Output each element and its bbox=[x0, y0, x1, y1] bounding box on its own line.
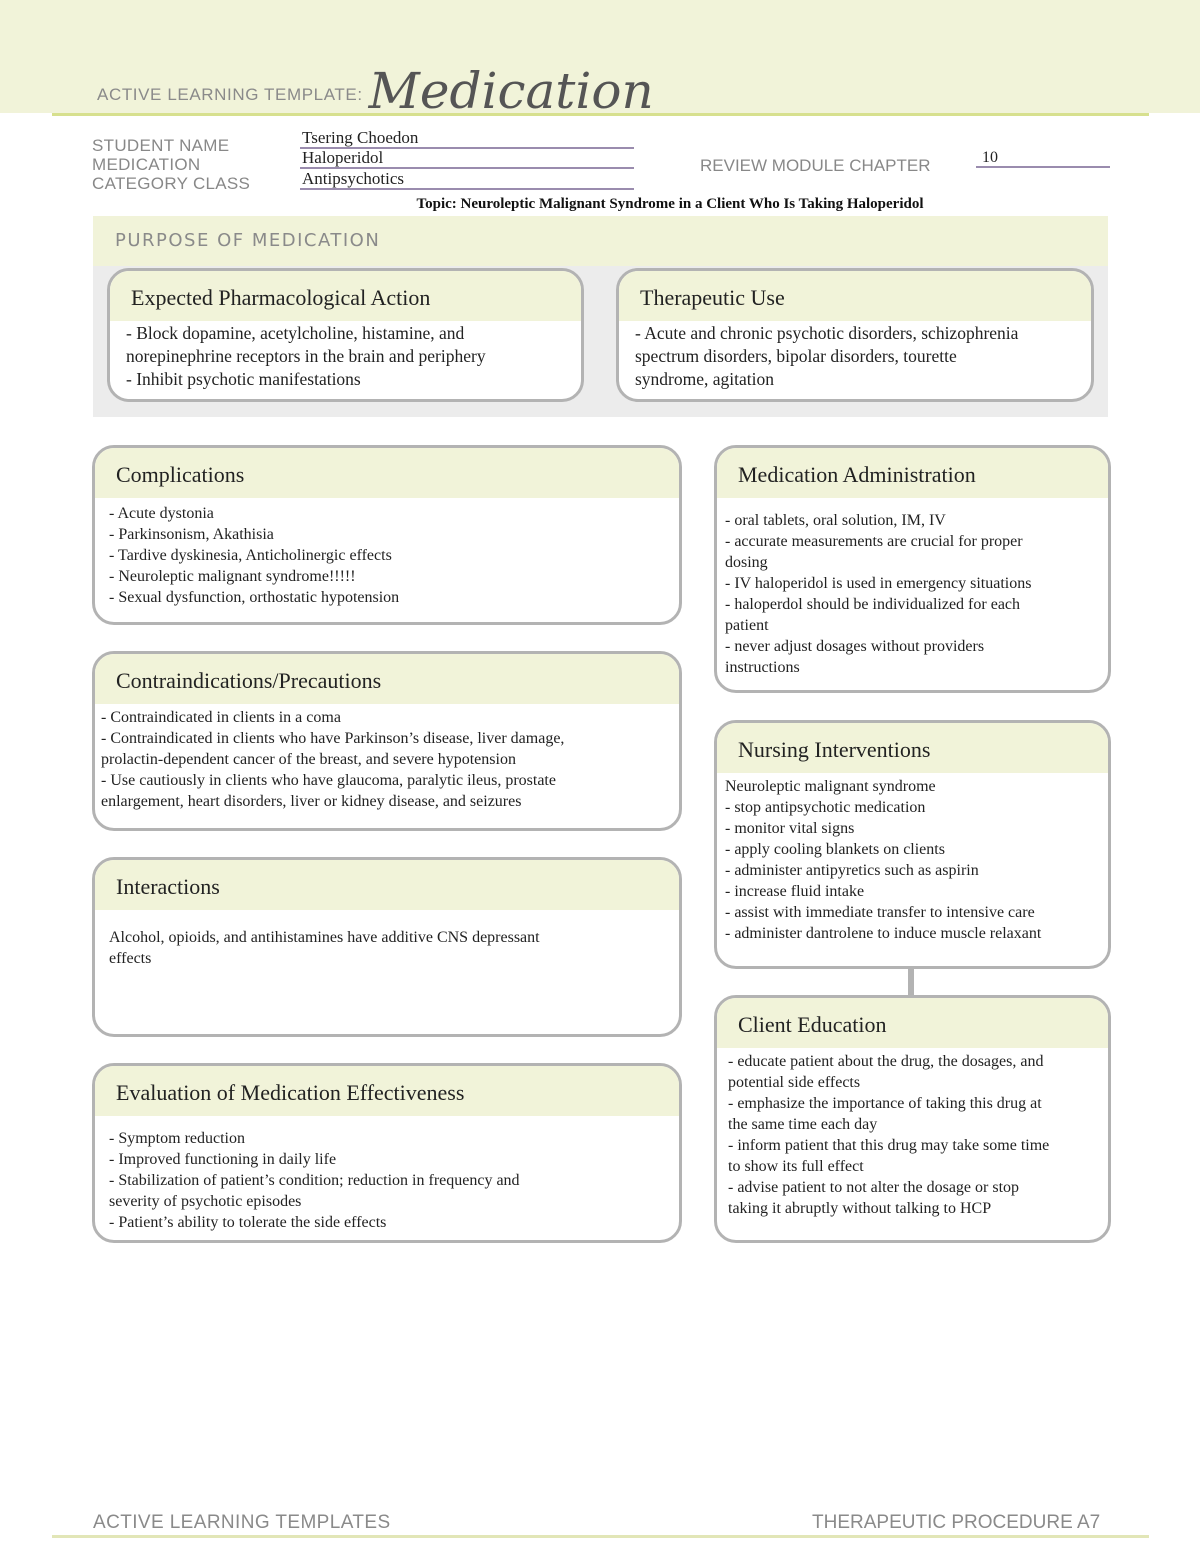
complications-box bbox=[92, 445, 682, 625]
complications-title: Complications bbox=[116, 462, 245, 487]
contraindications-header bbox=[95, 654, 679, 704]
text-line: - Acute and chronic psychotic disorders, schizophrenia bbox=[635, 323, 1019, 343]
client-education-title: Client Education bbox=[738, 1012, 887, 1037]
text-line: - Stabilization of patient’s condition; reduction in frequency and bbox=[109, 1172, 520, 1189]
text-line: - inform patient that this drug may take some time bbox=[728, 1137, 1050, 1154]
nursing-interventions-header bbox=[717, 723, 1108, 773]
text-line: - accurate measurements are crucial for proper bbox=[725, 533, 1023, 550]
text-line: - advise patient to not alter the dosage or stop bbox=[728, 1179, 1020, 1196]
complications-header bbox=[95, 448, 679, 498]
text-line: - Acute dystonia bbox=[109, 505, 214, 522]
therapeutic-use-box bbox=[616, 268, 1094, 402]
nursing-interventions-text[interactable] bbox=[717, 773, 1108, 944]
text-line: - emphasize the importance of taking this drug at bbox=[728, 1095, 1042, 1112]
therapeutic-use-header bbox=[619, 271, 1091, 321]
therapeutic-use-title: Therapeutic Use bbox=[640, 285, 785, 310]
complications-text[interactable] bbox=[95, 498, 679, 608]
box-connector bbox=[908, 966, 914, 995]
evaluation-text[interactable] bbox=[95, 1116, 679, 1233]
text-line: spectrum disorders, bipolar disorders, tourette bbox=[635, 346, 957, 366]
text-line: - assist with immediate transfer to intensive care bbox=[725, 904, 1035, 921]
text-line: Alcohol, opioids, and antihistamines have additive CNS depressant bbox=[109, 929, 540, 946]
text-line: - administer dantrolene to induce muscle relaxant bbox=[725, 925, 1042, 942]
evaluation-title: Evaluation of Medication Effectiveness bbox=[116, 1080, 465, 1105]
text-line: - Contraindicated in clients in a coma bbox=[101, 709, 341, 726]
expected-action-title: Expected Pharmacological Action bbox=[131, 285, 431, 310]
client-education-box bbox=[714, 995, 1111, 1243]
administration-header bbox=[717, 448, 1108, 498]
text-line: - increase fluid intake bbox=[725, 883, 865, 900]
text-line: enlargement, heart disorders, liver or kidney disease, and seizures bbox=[101, 793, 522, 810]
text-line: dosing bbox=[725, 554, 768, 571]
interactions-box bbox=[92, 857, 682, 1037]
text-line: - apply cooling blankets on clients bbox=[725, 841, 945, 858]
text-line: instructions bbox=[725, 659, 800, 676]
text-line: - monitor vital signs bbox=[725, 820, 855, 837]
evaluation-box bbox=[92, 1063, 682, 1243]
topic-heading: Topic: Neuroleptic Malignant Syndrome in a Client Who Is Taking Haloperidol bbox=[416, 196, 924, 212]
nursing-interventions-box bbox=[714, 720, 1111, 969]
text-line: effects bbox=[109, 950, 152, 967]
contraindications-title: Contraindications/Precautions bbox=[116, 668, 382, 693]
student-name-field[interactable]: Tsering Choedon bbox=[300, 129, 634, 149]
text-line: - stop antipsychotic medication bbox=[725, 799, 926, 816]
text-line: potential side effects bbox=[728, 1074, 861, 1091]
review-chapter-field[interactable]: 10 bbox=[976, 150, 1110, 168]
text-line: to show its full effect bbox=[728, 1158, 864, 1175]
administration-title: Medication Administration bbox=[738, 462, 976, 487]
text-line: - haloperdol should be individualized for each bbox=[725, 596, 1021, 613]
text-line: the same time each day bbox=[728, 1116, 878, 1133]
text-line: - Inhibit psychotic manifestations bbox=[126, 369, 361, 389]
text-line: patient bbox=[725, 617, 769, 634]
text-line: severity of psychotic episodes bbox=[109, 1193, 302, 1210]
expected-action-header bbox=[110, 271, 581, 321]
text-line: - Patient’s ability to tolerate the side effects bbox=[109, 1214, 387, 1231]
footer-divider bbox=[52, 1535, 1149, 1538]
text-line: - Symptom reduction bbox=[109, 1130, 245, 1147]
purpose-header bbox=[93, 216, 1108, 266]
interactions-header bbox=[95, 860, 679, 910]
administration-box bbox=[714, 445, 1111, 693]
interactions-title: Interactions bbox=[116, 874, 220, 899]
text-line: - Parkinsonism, Akathisia bbox=[109, 526, 274, 543]
text-line: taking it abruptly without talking to HCP bbox=[728, 1200, 992, 1217]
footer-right: THERAPEUTIC PROCEDURE A7 bbox=[812, 1512, 1101, 1533]
nursing-interventions-title: Nursing Interventions bbox=[738, 737, 931, 762]
text-line: - IV haloperidol is used in emergency situations bbox=[725, 575, 1032, 592]
text-line: syndrome, agitation bbox=[635, 369, 775, 389]
student-name-label: STUDENT NAME bbox=[92, 136, 230, 155]
text-line: - Tardive dyskinesia, Anticholinergic effects bbox=[109, 547, 392, 564]
text-line: - Use cautiously in clients who have glaucoma, paralytic ileus, prostate bbox=[101, 772, 556, 789]
text-line: - Improved functioning in daily life bbox=[109, 1151, 337, 1168]
text-line: prolactin-dependent cancer of the breast, and severe hypotension bbox=[101, 751, 516, 768]
expected-action-box bbox=[107, 268, 584, 402]
administration-text[interactable] bbox=[717, 498, 1108, 678]
contraindications-box bbox=[92, 651, 682, 831]
interactions-text[interactable] bbox=[95, 910, 679, 969]
text-line: - administer antipyretics such as aspirin bbox=[725, 862, 979, 879]
text-line: - Sexual dysfunction, orthostatic hypotension bbox=[109, 589, 400, 606]
text-line: - Neuroleptic malignant syndrome!!!!! bbox=[109, 568, 356, 585]
medication-field[interactable]: Haloperidol bbox=[300, 149, 634, 169]
therapeutic-use-text[interactable] bbox=[619, 321, 1091, 391]
review-chapter-label: REVIEW MODULE CHAPTER bbox=[700, 156, 931, 175]
text-line: Neuroleptic malignant syndrome bbox=[725, 778, 936, 795]
category-class-field[interactable]: Antipsychotics bbox=[300, 170, 634, 190]
contraindications-text[interactable] bbox=[95, 704, 679, 812]
text-line: - never adjust dosages without providers bbox=[725, 638, 985, 655]
text-line: norepinephrine receptors in the brain and periphery bbox=[126, 346, 486, 366]
expected-action-text[interactable] bbox=[110, 321, 581, 391]
category-class-label: CATEGORY CLASS bbox=[92, 174, 251, 193]
template-brand bbox=[97, 54, 654, 120]
text-line: - oral tablets, oral solution, IM, IV bbox=[725, 512, 946, 529]
client-education-text[interactable] bbox=[717, 1048, 1108, 1219]
text-line: - Block dopamine, acetylcholine, histamine, and bbox=[126, 323, 465, 343]
text-line: - Contraindicated in clients who have Parkinson’s disease, liver damage, bbox=[101, 730, 565, 747]
brand-title: Medication bbox=[368, 62, 654, 120]
medication-label: MEDICATION bbox=[92, 155, 201, 174]
client-education-header bbox=[717, 998, 1108, 1048]
footer-left: ACTIVE LEARNING TEMPLATES bbox=[93, 1512, 391, 1533]
brand-label: ACTIVE LEARNING TEMPLATE: bbox=[97, 85, 363, 104]
text-line: - educate patient about the drug, the dosages, and bbox=[728, 1053, 1044, 1070]
purpose-title: PURPOSE OF MEDICATION bbox=[115, 230, 381, 251]
evaluation-header bbox=[95, 1066, 679, 1116]
